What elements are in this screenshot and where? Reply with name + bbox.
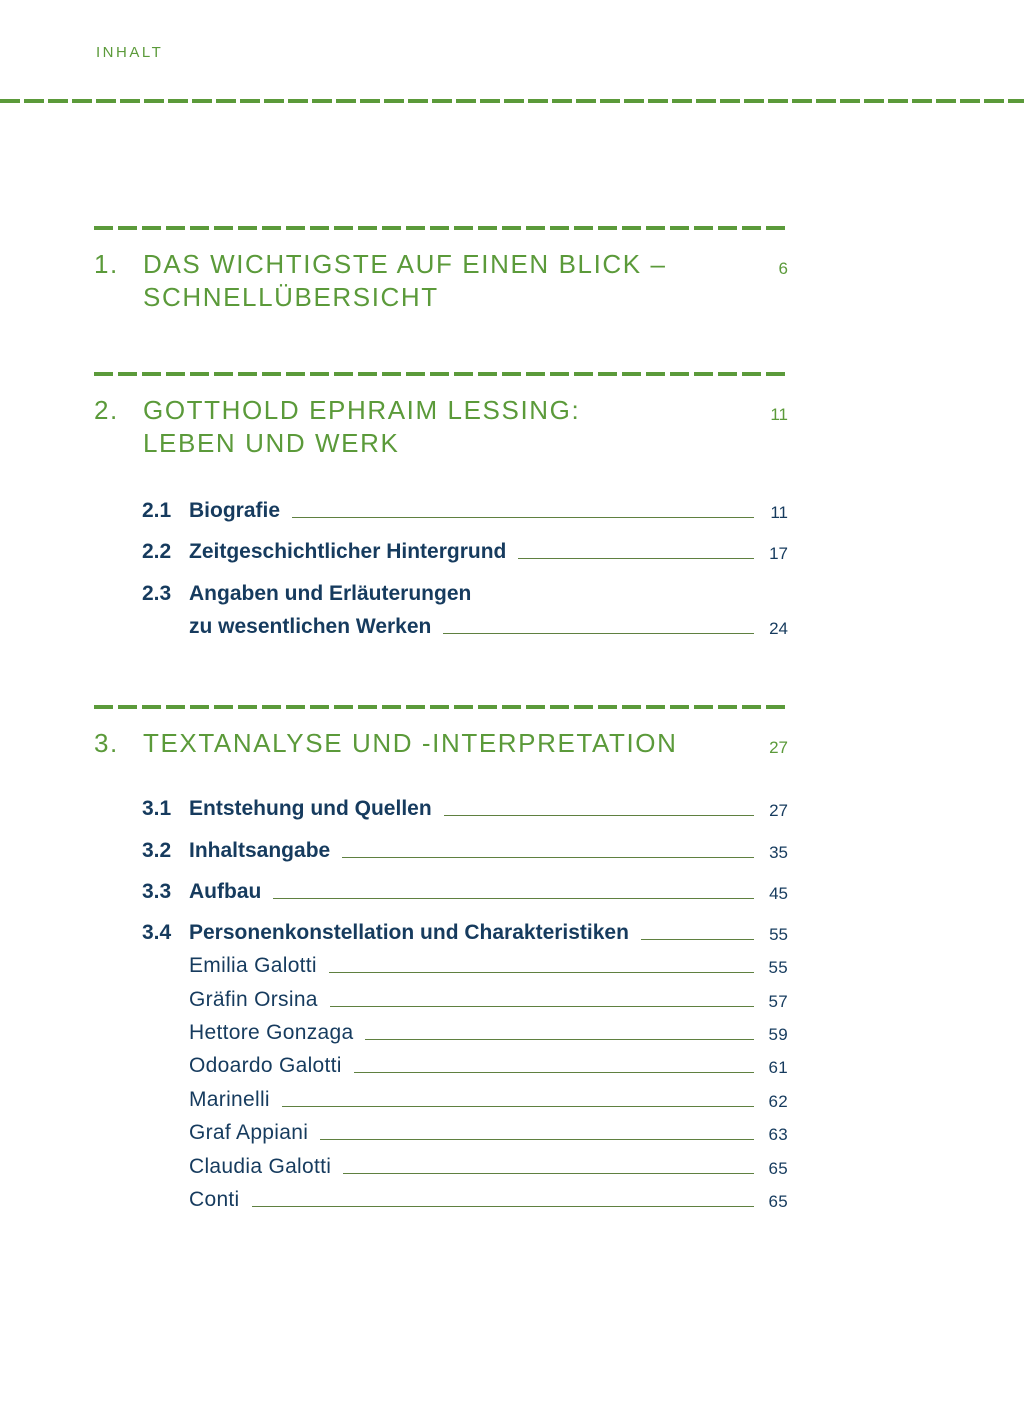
toc-entry-3-1[interactable] <box>142 795 788 823</box>
subentry-title: Hettore Gonzaga <box>189 1019 365 1047</box>
entry-title: Zeitgeschichtlicher Hintergrund <box>189 538 518 566</box>
entry-number: 2.2 <box>142 540 172 563</box>
entry-page: 55 <box>769 925 788 944</box>
toc-entry-2-3[interactable] <box>142 613 788 641</box>
entry-number: 3.1 <box>142 797 172 820</box>
toc-subentry[interactable] <box>142 986 788 1014</box>
toc-entry-2-2[interactable] <box>142 538 788 566</box>
subentry-title: Odoardo Galotti <box>189 1052 354 1080</box>
entry-title: Personenkonstellation und Charakteristiken <box>189 919 641 947</box>
chapter-title-line1: GOTTHOLD EPHRAIM LESSING: <box>143 395 581 425</box>
toc-subentry[interactable] <box>142 952 788 980</box>
dot-leader <box>189 898 754 899</box>
chapter-page: 11 <box>770 405 788 424</box>
subentry-page: 57 <box>768 992 788 1011</box>
entry-title-line1: Angaben und Erläuterungen <box>189 580 483 608</box>
subentry-title: Graf Appiani <box>189 1119 320 1147</box>
subentry-page: 63 <box>768 1125 788 1144</box>
running-head: INHALT <box>96 44 164 61</box>
toc-entry-2-3-line1[interactable] <box>142 580 788 608</box>
chapter-number: 1. <box>94 249 119 279</box>
subentry-page: 62 <box>768 1092 788 1111</box>
chapter-rule <box>94 226 788 230</box>
chapter-number: 3. <box>94 728 119 758</box>
subentry-title: Conti <box>189 1186 252 1214</box>
toc-subentry[interactable] <box>142 1119 788 1147</box>
subentry-title: Marinelli <box>189 1086 282 1114</box>
dot-leader <box>189 1206 754 1207</box>
entry-page: 11 <box>770 503 788 522</box>
toc-subentry[interactable] <box>142 1153 788 1181</box>
entry-number: 3.3 <box>142 880 172 903</box>
entry-page: 24 <box>769 619 788 638</box>
subentry-page: 55 <box>768 958 788 977</box>
entry-title: zu wesentlichen Werken <box>189 613 443 641</box>
chapter-title-line2: SCHNELLÜBERSICHT <box>143 282 439 312</box>
entry-number: 3.2 <box>142 839 172 862</box>
toc-entry-3-3[interactable] <box>142 878 788 906</box>
chapter-title-line1: TEXTANALYSE UND -INTERPRETATION <box>143 728 678 758</box>
toc-entry-3-2[interactable] <box>142 837 788 865</box>
entry-title: Aufbau <box>189 878 273 906</box>
toc-subentry[interactable] <box>142 1086 788 1114</box>
toc-subentry[interactable] <box>142 1186 788 1214</box>
entry-number: 3.4 <box>142 921 172 944</box>
toc-entry-2-1[interactable] <box>142 497 788 525</box>
chapter-page: 6 <box>778 259 788 278</box>
entry-title: Entstehung und Quellen <box>189 795 444 823</box>
entry-title: Inhaltsangabe <box>189 837 342 865</box>
subentry-page: 59 <box>768 1025 788 1044</box>
entry-page: 35 <box>769 843 788 862</box>
toc-entry-3-4[interactable] <box>142 919 788 947</box>
chapter-number: 2. <box>94 395 119 425</box>
toc-subentry[interactable] <box>142 1019 788 1047</box>
entry-title: Biografie <box>189 497 292 525</box>
subentry-page: 65 <box>768 1159 788 1178</box>
chapter-rule <box>94 372 788 376</box>
top-dashed-rule <box>0 99 1024 103</box>
subentry-title: Gräfin Orsina <box>189 986 330 1014</box>
entry-page: 17 <box>769 544 788 563</box>
entry-number: 2.3 <box>142 582 172 605</box>
subentry-title: Emilia Galotti <box>189 952 329 980</box>
chapter-title-line1: DAS WICHTIGSTE AUF EINEN BLICK – <box>143 249 667 279</box>
entry-number: 2.1 <box>142 499 172 522</box>
toc-subentry[interactable] <box>142 1052 788 1080</box>
chapter-page: 27 <box>769 738 788 757</box>
subentry-page: 65 <box>768 1192 788 1211</box>
subentry-title: Claudia Galotti <box>189 1153 343 1181</box>
entry-page: 27 <box>769 801 788 820</box>
chapter-title-line2: LEBEN UND WERK <box>143 428 400 458</box>
subentry-page: 61 <box>768 1058 788 1077</box>
entry-page: 45 <box>769 884 788 903</box>
chapter-rule <box>94 705 788 709</box>
